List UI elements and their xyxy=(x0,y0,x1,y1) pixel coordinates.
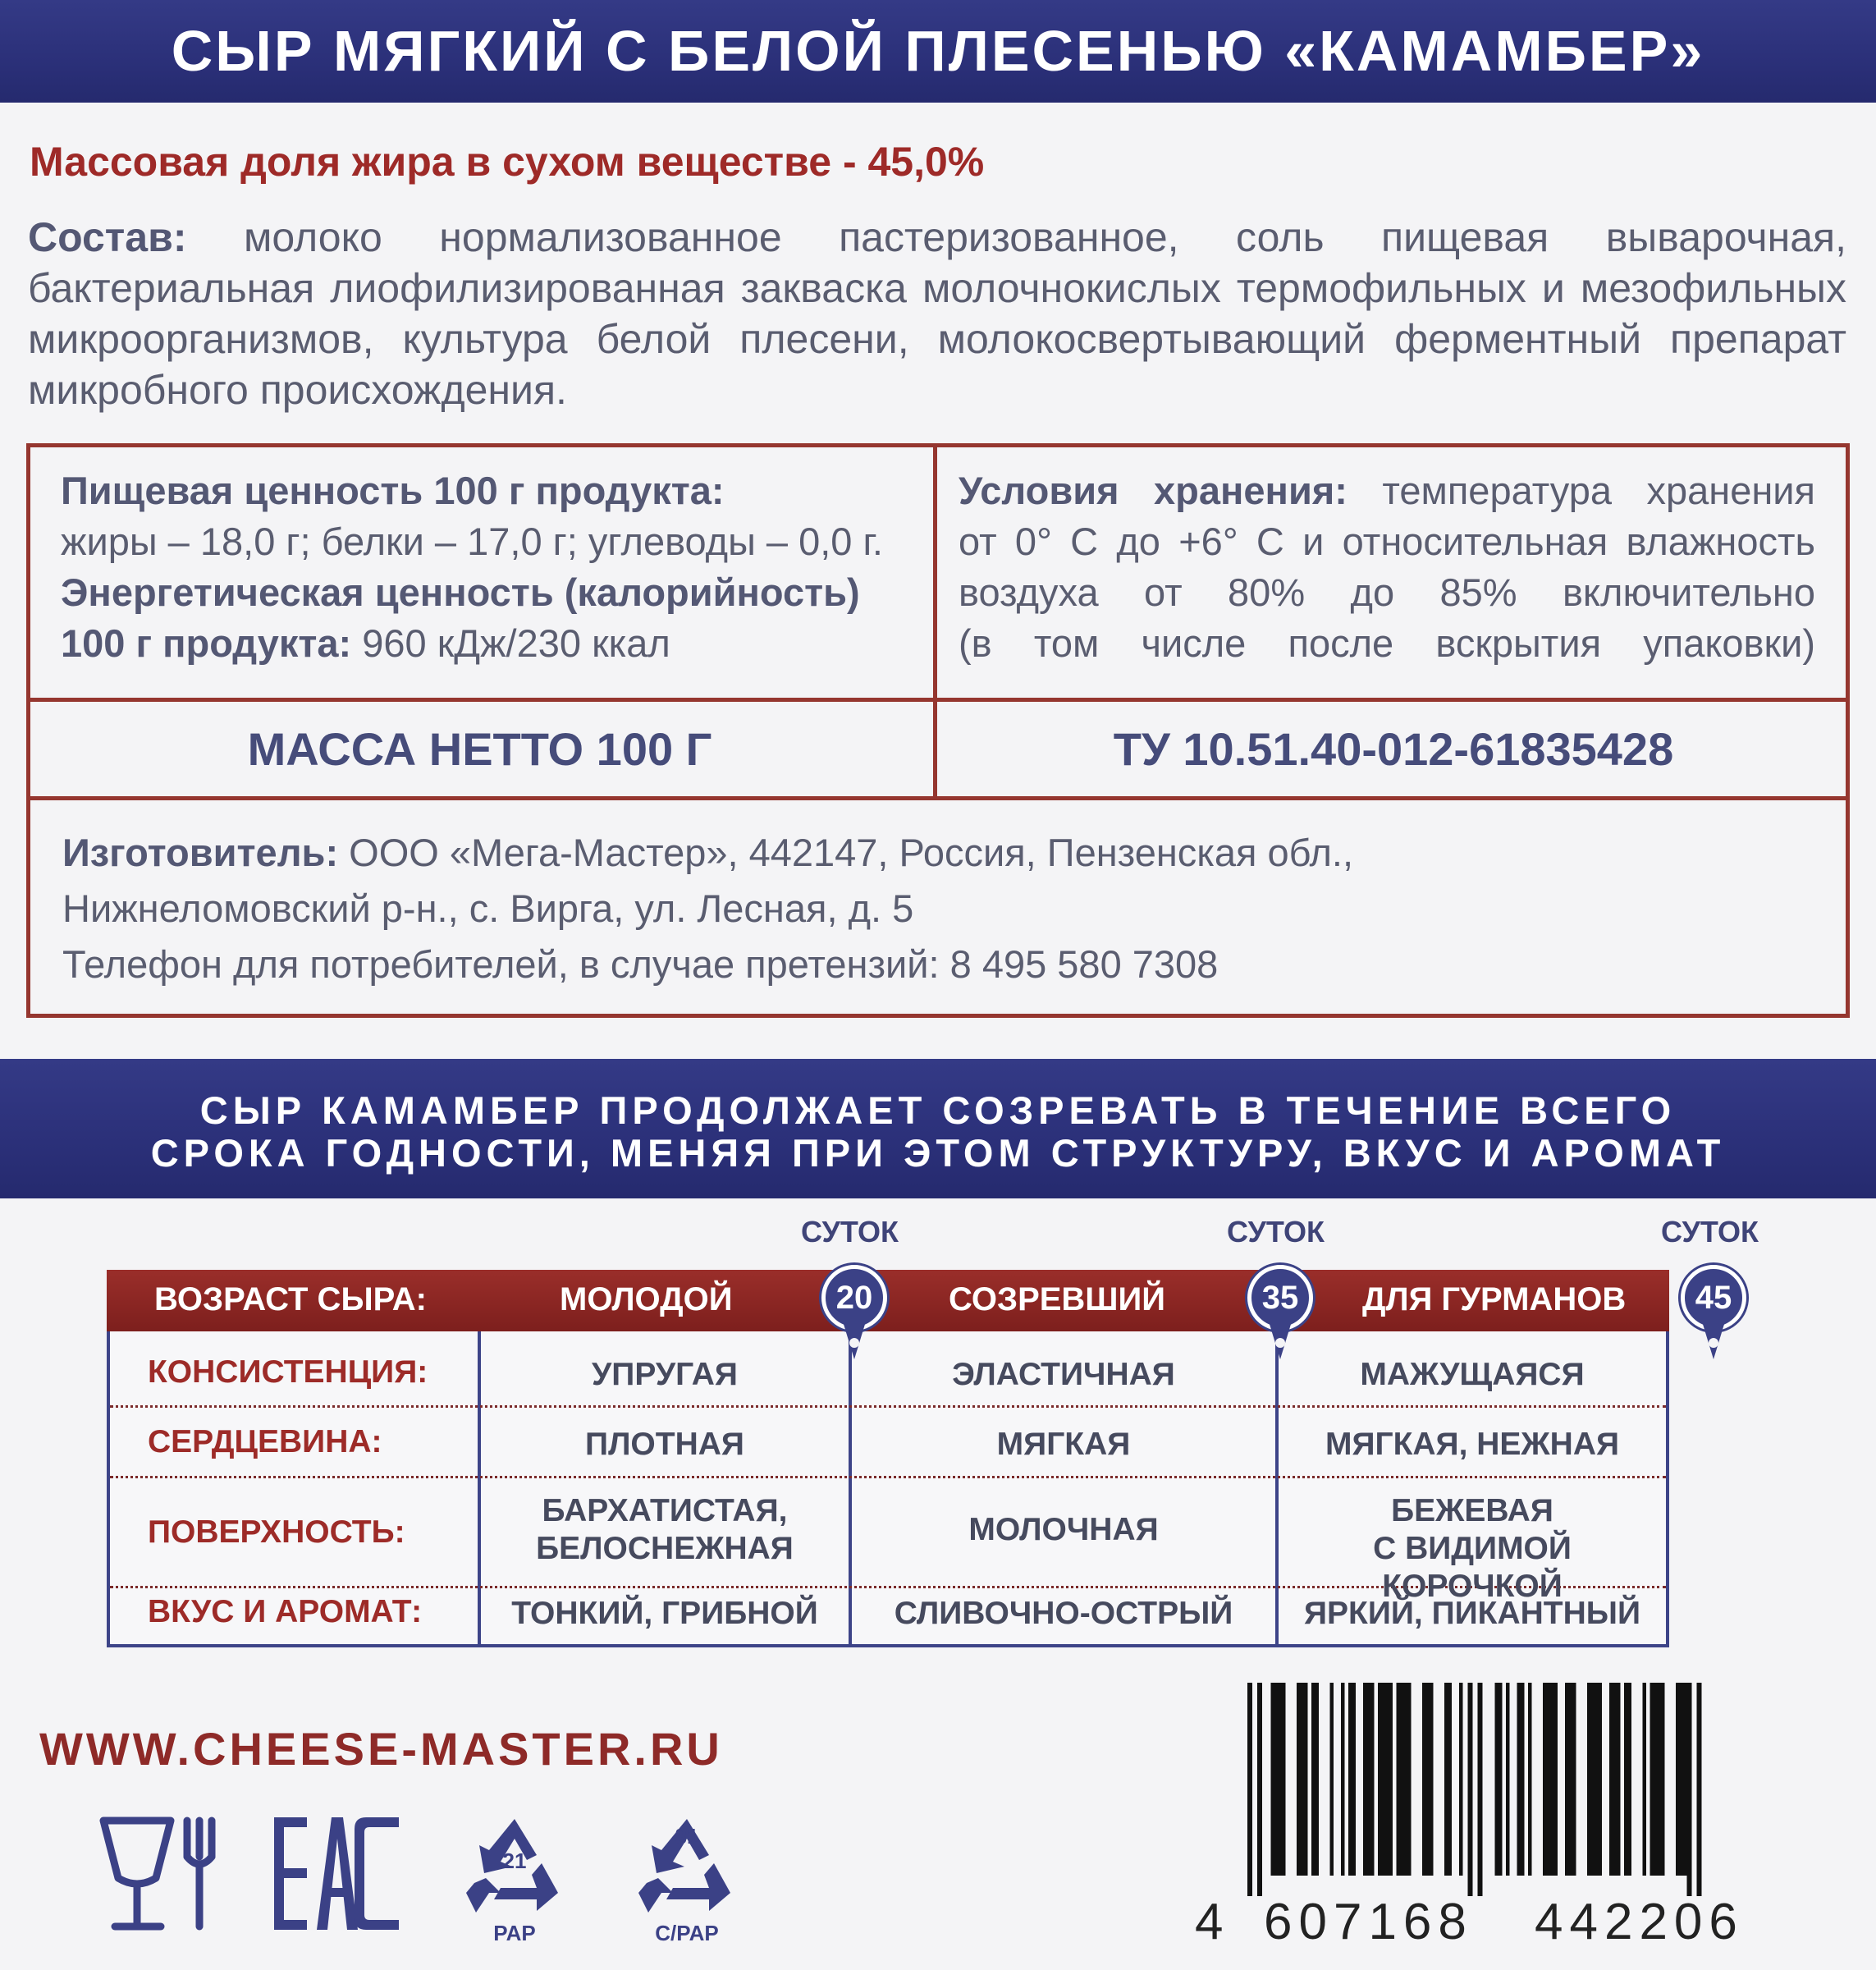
storage-line4: (в том числе после вскрытия упаковки) xyxy=(959,621,1815,665)
nutrition-values: жиры – 18,0 г; белки – 17,0 г; углеводы – 0,0 г. xyxy=(61,520,883,563)
row-divider xyxy=(110,1405,1666,1408)
milestone-pin-35: 35 xyxy=(1247,1265,1313,1331)
cell xyxy=(481,1492,849,1568)
barcode-bar xyxy=(1459,1683,1463,1876)
product-title: СЫР МЯГКИЙ С БЕЛОЙ ПЛЕСЕНЬЮ «КАМАМБЕР» xyxy=(171,19,1705,83)
barcode-first-digit: 4 xyxy=(1195,1894,1230,1950)
barcode-bar xyxy=(1676,1683,1687,1876)
barcode-bar xyxy=(1687,1683,1692,1896)
composition-text: молоко нормализованное пастеризованное, соль пищевая выварочная, бактериальная лиофилизированная закваска молочнокислых термофильных и мезофильных микроорганизмов, культура белой плесени, молокосвертывающий ферментный препарат микробного происхождения. xyxy=(28,214,1846,413)
storage-line1: температура хранения xyxy=(1382,469,1815,512)
barcode-bar xyxy=(1587,1683,1602,1876)
milestone-pin-dot xyxy=(1275,1338,1285,1348)
row-label-consistency: КОНСИСТЕНЦИЯ: xyxy=(148,1354,428,1390)
barcode-bar xyxy=(1543,1683,1558,1876)
milestone-unit: СУТОК xyxy=(1227,1215,1325,1248)
row-divider xyxy=(110,1476,1666,1478)
nutrition-block xyxy=(61,465,931,669)
fat-content: Массовая доля жира в сухом веществе - 45,0% xyxy=(30,139,985,185)
barcode-bar xyxy=(1565,1683,1576,1876)
col-young: МОЛОДОЙ xyxy=(560,1281,733,1317)
barcode-bar xyxy=(1444,1683,1452,1876)
recycle-number: 81 xyxy=(675,1824,699,1849)
energy-value: 960 кДж/230 ккал xyxy=(362,621,670,665)
composition xyxy=(28,212,1846,415)
barcode-bar xyxy=(1397,1683,1412,1876)
manufacturer-line1: ООО «Мега-Мастер», 442147, Россия, Пензенская обл., xyxy=(349,831,1354,874)
barcode-bar xyxy=(1468,1683,1473,1896)
barcode-bar xyxy=(1257,1683,1262,1896)
age-label: ВОЗРАСТ СЫРА: xyxy=(154,1281,427,1317)
barcode-bar xyxy=(1363,1683,1375,1876)
milestone-unit: СУТОК xyxy=(801,1215,899,1248)
barcode-bar xyxy=(1697,1683,1702,1896)
recycle-label: C/PAP xyxy=(655,1921,719,1945)
row-label-surface: ПОВЕРХНОСТЬ: xyxy=(148,1514,405,1550)
manufacturer-label: Изготовитель: xyxy=(62,831,339,874)
row-label-core: СЕРДЦЕВИНА: xyxy=(148,1424,382,1459)
barcode-bar xyxy=(1311,1683,1319,1876)
cell: СЛИВОЧНО-ОСТРЫЙ xyxy=(894,1596,1233,1631)
barcode-bar xyxy=(1378,1683,1393,1876)
milestone-pin-dot xyxy=(1709,1338,1718,1348)
info-grid-hline xyxy=(26,698,1850,702)
barcode-bar xyxy=(1650,1683,1665,1876)
row-label-taste: ВКУС И АРОМАТ: xyxy=(148,1594,423,1629)
storage-line3: воздуха от 80% до 85% включительно xyxy=(959,570,1815,614)
barcode-bar xyxy=(1422,1683,1434,1876)
barcode-bar xyxy=(1517,1683,1525,1876)
net-mass: МАССА НЕТТО 100 Г xyxy=(247,723,712,775)
recycle-number: 21 xyxy=(502,1849,527,1873)
barcode-bar xyxy=(1271,1683,1286,1876)
barcode-bar xyxy=(1609,1683,1621,1876)
col-gourmet: ДЛЯ ГУРМАНОВ xyxy=(1362,1281,1627,1317)
cell-line: БЕЖЕВАЯ xyxy=(1391,1493,1553,1528)
manufacturer-block xyxy=(62,825,1786,992)
cell: ЭЛАСТИЧНАЯ xyxy=(952,1357,1175,1392)
eac-mark-icon xyxy=(271,1814,402,1933)
cell: МОЛОЧНАЯ xyxy=(968,1512,1159,1547)
milestone-pin-20: 20 xyxy=(821,1265,887,1331)
energy-label: 100 г продукта: xyxy=(61,621,352,665)
barcode-bar xyxy=(1643,1683,1647,1876)
cell-line: БЕЛОСНЕЖНАЯ xyxy=(536,1531,794,1566)
barcode-bar xyxy=(1247,1683,1252,1896)
barcode-bar xyxy=(1348,1683,1356,1876)
milestone-pin-45: 45 xyxy=(1681,1265,1746,1331)
nutrition-heading: Пищевая ценность 100 г продукта: xyxy=(61,469,725,512)
barcode-bar xyxy=(1624,1683,1631,1876)
cell: ПЛОТНАЯ xyxy=(585,1427,744,1462)
ripening-table-header xyxy=(107,1270,1669,1331)
cell: МЯГКАЯ, НЕЖНАЯ xyxy=(1325,1427,1620,1462)
composition-label: Состав: xyxy=(28,214,187,260)
barcode-bar xyxy=(1506,1683,1510,1876)
cell: ТОНКИЙ, ГРИБНОЙ xyxy=(511,1596,818,1631)
cell: МЯГКАЯ xyxy=(996,1427,1131,1462)
barcode-bar xyxy=(1495,1683,1503,1876)
ripening-line2: СРОКА ГОДНОСТИ, МЕНЯЯ ПРИ ЭТОМ СТРУКТУРУ, ВКУС И АРОМАТ xyxy=(150,1131,1726,1175)
barcode-bars xyxy=(1174,1683,1846,1896)
energy-heading: Энергетическая ценность (калорийность) xyxy=(61,570,860,614)
cell: УПРУГАЯ xyxy=(592,1357,738,1392)
manufacturer-phone: Телефон для потребителей, в случае претензий: 8 495 580 7308 xyxy=(62,942,1219,986)
cell-line: БАРХАТИСТАЯ, xyxy=(542,1493,788,1528)
barcode-bar xyxy=(1297,1683,1308,1876)
col-ripe: СОЗРЕВШИЙ xyxy=(949,1281,1166,1317)
milestone-unit: СУТОК xyxy=(1661,1215,1759,1248)
barcode-bar xyxy=(1330,1683,1334,1876)
glass-fork-icon xyxy=(97,1814,220,1933)
cell-line: С ВИДИМОЙ КОРОЧКОЙ xyxy=(1373,1531,1572,1604)
storage-line2: от 0° С до +6° С и относительная влажность xyxy=(959,520,1815,563)
barcode-bar xyxy=(1478,1683,1483,1896)
barcode-bar xyxy=(1341,1683,1345,1876)
manufacturer-line2: Нижнеломовский р-н., с. Вирга, ул. Лесная, д. 5 xyxy=(62,886,914,930)
website-link[interactable]: WWW.CHEESE-MASTER.RU xyxy=(39,1723,723,1775)
tu-code: ТУ 10.51.40-012-61835428 xyxy=(1113,723,1674,775)
storage-block xyxy=(959,465,1815,669)
cell: ЯРКИЙ, ПИКАНТНЫЙ xyxy=(1304,1596,1640,1631)
storage-label: Условия хранения: xyxy=(959,469,1348,512)
milestone-pin-dot xyxy=(849,1338,859,1348)
barcode-left-digits: 607168 xyxy=(1264,1894,1473,1950)
barcode-bar xyxy=(1528,1683,1532,1876)
cell: МАЖУЩАЯСЯ xyxy=(1360,1357,1585,1392)
barcode-right-digits: 442206 xyxy=(1535,1894,1744,1950)
cell xyxy=(1279,1492,1666,1606)
ripening-line1: СЫР КАМАМБЕР ПРОДОЛЖАЕТ СОЗРЕВАТЬ В ТЕЧЕНИЕ ВСЕГО xyxy=(199,1088,1677,1132)
recycle-label: PAP xyxy=(493,1921,536,1945)
